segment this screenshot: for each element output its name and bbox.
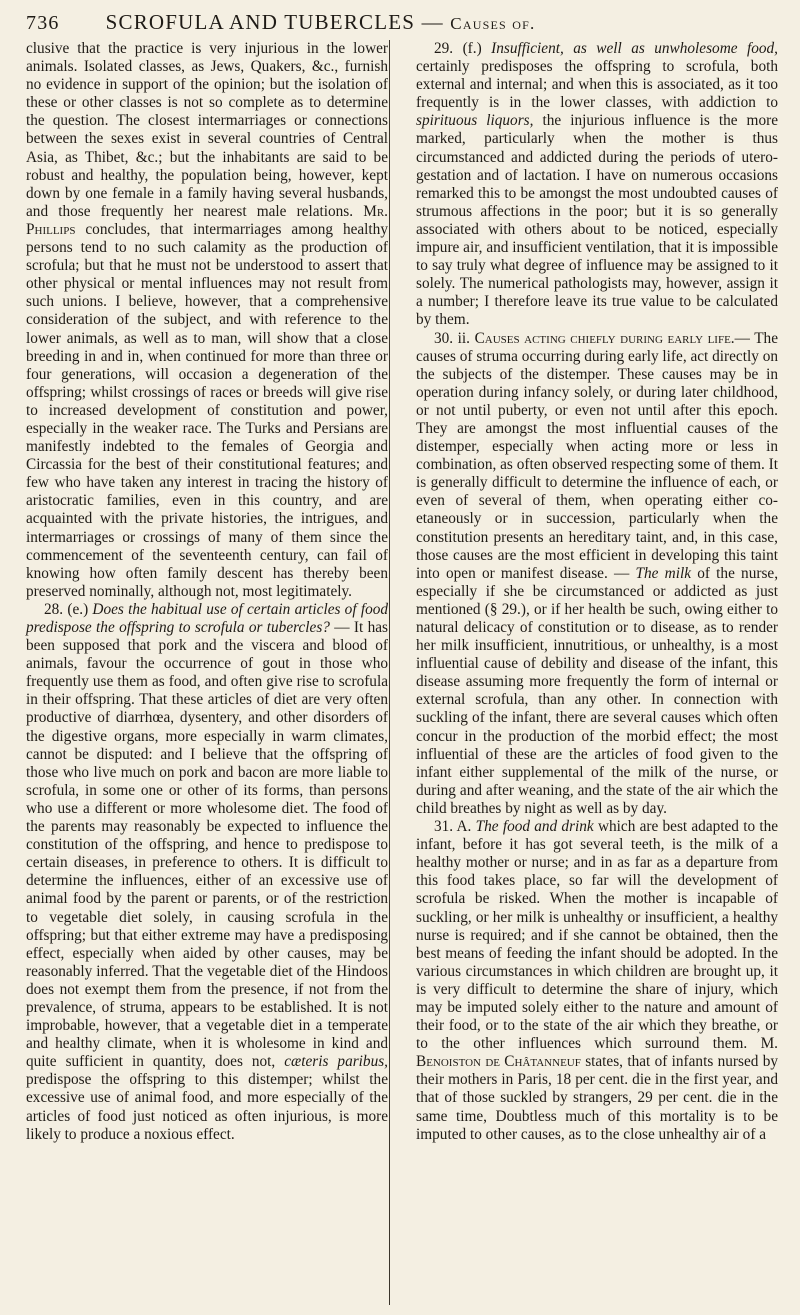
section-31	[416, 818, 778, 1144]
section-number: 29. (f.)	[434, 40, 482, 57]
text-span: states, that of infants nursed by their mothers in Paris, 18 per cent. die in the first year, and that of those suckled by strangers, 29 per cent. die in the same time, Doubtless much of this mortality is to be imputed to other causes, as to the close unhealthy air of a	[416, 1053, 778, 1143]
running-title-tail: Causes of.	[450, 14, 536, 33]
right-column	[416, 40, 778, 1144]
section-heading: The food and drink	[475, 818, 594, 836]
page-number: 736	[26, 12, 60, 34]
italic-phrase: The milk	[635, 564, 691, 582]
text-span: — The causes of struma occurring during early life, act directly on the subjects of the distemper. These causes may be in operation during infancy solely, or during later childhood, or not until puberty, or even not until after this epoch. They are amongst the most influential causes of the distemper, especially when acting more or less in combination, as often observed respecting some of them. It is generally difficult to determine the influence of each, or even of several of them, when operating either co-etaneously or in succession, particularly when the constitution presents an hereditary taint, and, in this case, those causes are the most efficient in developing this taint into open or manifest disease. —	[416, 329, 778, 582]
running-title	[106, 10, 536, 35]
text-span: concludes, that intermarriages among healthy persons tend to no such calamity as the production of scrofula; but that he must not be understood to assert that other physical or mental influences may not result from such unions. I believe, however, that a comprehensive consideration of the subject, and with reference to the lower animals, as well as to man, will show that a close breeding in and in, when continued for more than three or four generations, will occasion a degeneration of the offspring; whilst crossings of races or breeds will give rise to increased development of constitution and power, especially in the weaker race. The Turks and Persians are manifestly indebted to the females of Georgia and Circassia for the best of their constitutional features; and few who have taken any interest in tracing the history of aristocratic families, even in this country, and are acquainted with the private histories, the intrigues, and intermarriages or crossings of many of them since the commencement of the seventeenth century, can fail of knowing how often family descent has thereby been preserved nominally, although not, most legitimately.	[26, 220, 388, 600]
author-name: Mr. Phillips	[26, 202, 388, 238]
text-columns	[26, 40, 778, 1144]
text-span: clusive that the practice is very injurious in the lower animals. Isolated classes, as Jews, Quakers, &c., furnish no evidence in support of the opinion; but the isolation of these or other classes is not so complete as to determine the question. The closest intermarriages or connections between the sexes exist in several countries of Central Asia, as Thibet, &c.; but the inhabitants are said to be robust and healthy, the population being, however, kept down by one female in a family having several husbands, and those frequently her nearest male relations.	[26, 40, 388, 220]
italic-phrase: spirituous liquors,	[416, 112, 534, 130]
section-number: 31. A.	[434, 818, 472, 836]
text-span: certainly predisposes the offspring to scrofula, both external and internal; and when this is associated, as it too frequently is in the lower classes, with addiction to	[416, 58, 778, 112]
text-span: of the nurse, especially if she be circumstanced or addicted as just mentioned (§ 29.), or if her health be such, owing either to natural delicacy of constitution or to disease, as to render her milk insufficient, innutritious, or unhealthy, is a most influential cause of debility and disease of the infant, this disease assuming more frequently the form of internal or external scrofula, than any other. In connection with suckling of the infant, there are several causes which often concur in the production of the morbid effect; the most influential of these are the articles of food given to the infant either supplemental of the milk of the nurse, or during and after weaning, and the state of the air which the child breathes by night as well as by day.	[416, 564, 779, 817]
section-number: 28. (e.)	[44, 600, 89, 618]
text-span: — It has been supposed that pork and the viscera and blood of animals, favour the occurrence of gout in those who frequently use them as food, and often give rise to scrofula in their offspring. That these articles of diet are very often productive of diarrhœa, dysentery, and other disorders of the digestive organs, more especially in warm climates, cannot be disputed: and I believe that the offspring of those who live much on pork and bacon are more liable to scrofula, in some one or other of its forms, than persons who use a different or more wholesome diet. The food of the parents may reasonably be expected to influence the constitution of the offspring, and hence to predispose to certain diseases, in preference to others. It is difficult to determine the influences, either of an excessive use of animal food by the parent or parents, or of the restriction to vegetable diet solely, in causing scrofula in the offspring; but that either extreme may have a predisposing effect, especially when aided by other causes, may be reasonably inferred. That the vegetable diet of the Hindoos does not exempt them from the presence, if not from the prevalence, of struma, appears to be established. It is not improbable, however, that a vegetable diet in a temperate and healthy climate, when it is wholesome in kind and quite sufficient in quantity, does not,	[26, 619, 388, 1071]
section-number: 30. ii.	[434, 329, 470, 347]
text-span: predispose the offspring to this distemper; whilst the excessive use of animal food, and more especially of the articles of food just noticed as often injurious, is more likely to produce a noxious effect.	[26, 1071, 388, 1143]
section-29	[416, 40, 778, 330]
paragraph-continuation	[26, 40, 388, 601]
left-column	[26, 40, 388, 1144]
section-question: Does the habitual use of certain articles of food predispose the offspring to scrofula or tubercles?	[26, 600, 389, 636]
section-30	[416, 330, 778, 819]
running-title-main: SCROFULA AND TUBERCLES —	[105, 10, 444, 34]
latin-phrase: cæteris paribus,	[284, 1053, 388, 1071]
text-span: which are best adapted to the infant, before it has got several teeth, is the milk of a healthy mother or nurse; and in as far as a departure from this food takes place, so far will the development of scrofula be risked. When the mother is incapable of suckling, or her milk is unhealthy or insufficient, a healthy nurse is required; and if she cannot be obtained, then the best means of feeding the infant should be adopted. In the various circumstances in which children are brought up, it is very difficult to determine the share of injury, which may be imputed solely either to the nature and amount of their food, or to the state of the air which they breathe, or to the other influences which surround them.	[416, 818, 779, 1053]
section-heading: Causes acting chiefly during early life.	[474, 329, 735, 347]
text-span: the injurious influence is the more marked, particularly when the mother is thus circumstanced and addicted during the periods of utero-gestation and of lactation. I have on numerous occasions remarked this to be amongst the most undoubted causes of strumous affections in the poor; but it is so generally associated with others about to be noticed, especially impure air, and insufficient ventilation, that it is impossible to say truly what degree of influence may be assigned to it solely. The numerical pathologists may, however, assign it a number; I therefore leave its true value to be calculated by them.	[416, 112, 778, 329]
section-28	[26, 601, 388, 1144]
section-question: Insufficient, as well as unwholesome food,	[491, 40, 778, 57]
running-head	[26, 10, 776, 38]
author-name: M. Benoiston de Châtanneuf	[416, 1035, 778, 1071]
